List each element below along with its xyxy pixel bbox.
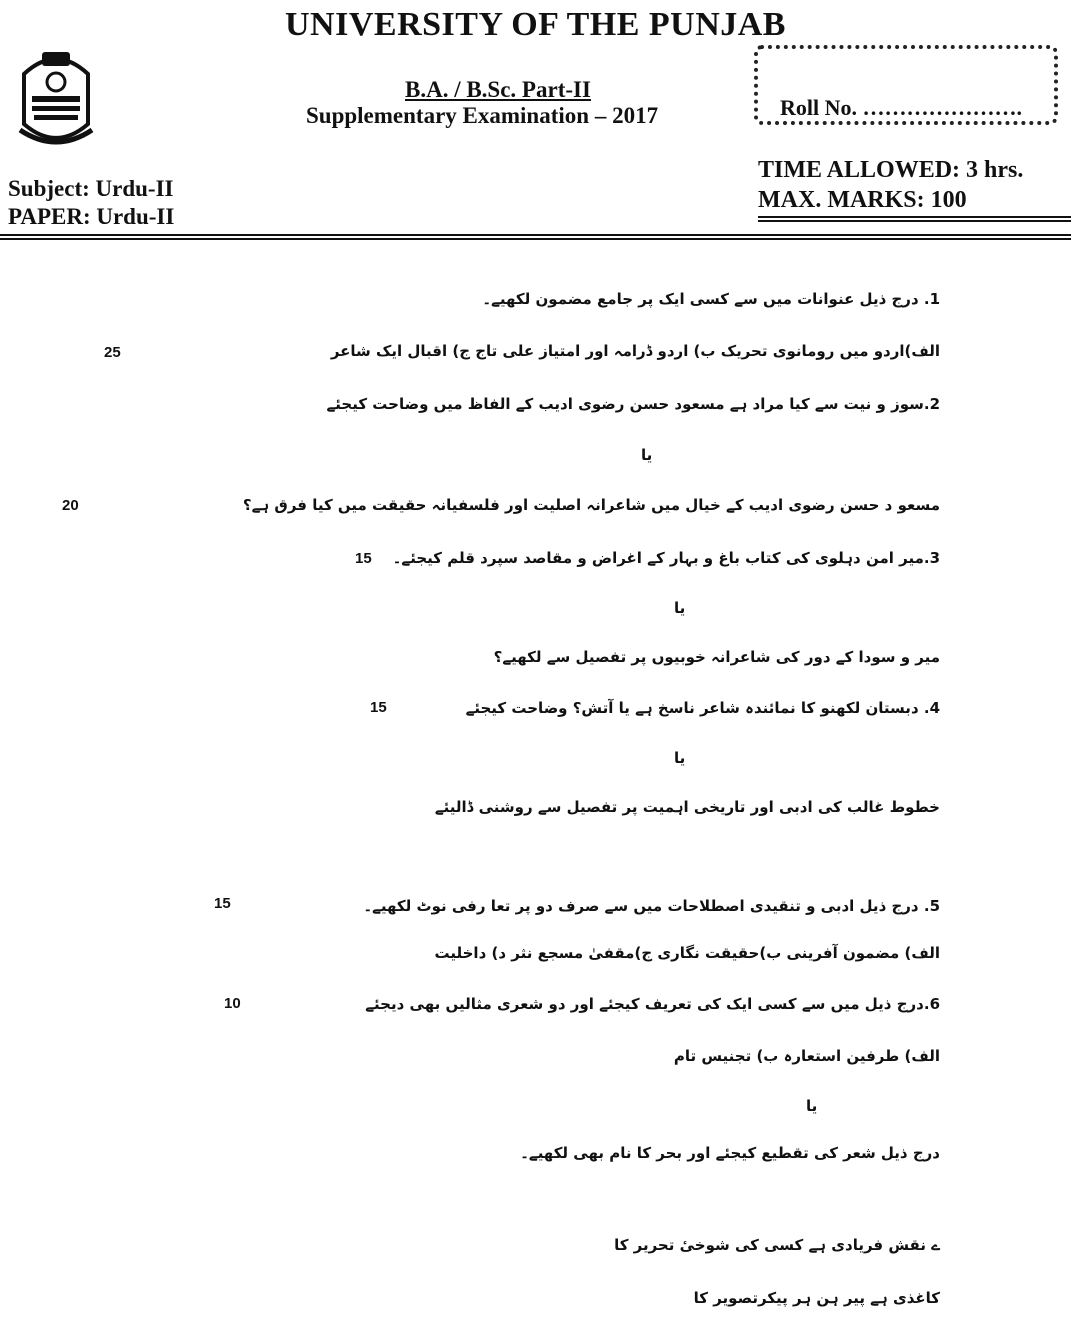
university-title: UNIVERSITY OF THE PUNJAB — [285, 6, 786, 43]
question-2-marks: 20 — [62, 497, 79, 514]
question-1-options: الف)اردو میں رومانوی تحریک ب) اردو ڈرامہ اور امتیاز علی تاج ج) اقبال ایک شاعر — [330, 342, 940, 360]
question-3: 3.میر امن دہلوی کی کتاب باغ و بہار کے اغراض و مقاصد سپرد قلم کیجئے۔ — [392, 549, 940, 567]
question-3-alternative: میر و سودا کے دور کی شاعرانہ خوبیوں پر تفصیل سے لکھیے؟ — [493, 648, 940, 666]
or-separator: یا — [674, 749, 686, 767]
question-4: 4. دبستان لکھنو کا نمائندہ شاعر ناسخ ہے یا آتش؟ وضاحت کیجئے — [465, 699, 940, 717]
header-divider — [0, 234, 1071, 236]
question-6: 6.درج ذیل میں سے کسی ایک کی تعریف کیجئے اور دو شعری مثالیں بھی دیجئے — [365, 995, 940, 1013]
question-2: 2.سوز و نیت سے کیا مراد ہے مسعود حسن رضوی ادیب کے الفاظ میں وضاحت کیجئے — [326, 395, 940, 413]
roll-number-box — [754, 45, 1058, 125]
question-5-options: الف) مضمون آفرینی ب)حقیقت نگاری ج)مقفیٰ مسجع نثر د) داخلیت — [434, 944, 940, 962]
question-2-alternative: مسعو د حسن رضوی ادیب کے خیال میں شاعرانہ اصلیت اور فلسفیانہ حقیقت میں کیا فرق ہے؟ — [242, 496, 940, 514]
or-separator: یا — [806, 1097, 818, 1115]
or-separator: یا — [641, 446, 653, 464]
question-5: 5. درج ذیل ادبی و تنقیدی اصطلاحات میں سے صرف دو پر تعا رفی نوٹ لکھیے۔ — [363, 897, 940, 915]
header-divider — [0, 238, 1071, 240]
header-divider — [758, 216, 1071, 218]
or-separator: یا — [674, 599, 686, 617]
roll-number-label: Roll No. …………………. — [780, 95, 1022, 120]
paper-label: PAPER: Urdu-II — [8, 204, 175, 229]
question-3-marks: 15 — [355, 550, 372, 567]
question-6-alternative: درج ذیل شعر کی تقطیع کیجئے اور بحر کا نام بھی لکھیے۔ — [520, 1144, 940, 1162]
exam-session: Supplementary Examination – 2017 — [306, 103, 659, 128]
question-4-alternative: خطوط غالب کی ادبی اور تاریخی اہمیت پر تفصیل سے روشنی ڈالیئے — [434, 798, 940, 816]
verse-line-1: ے نقش فریادی ہے کسی کی شوخیٔ تحریر کا — [614, 1236, 940, 1254]
question-1-marks: 25 — [104, 344, 121, 361]
time-allowed: TIME ALLOWED: 3 hrs. — [758, 157, 1024, 183]
question-1: 1. درج ذیل عنوانات میں سے کسی ایک پر جامع مضمون لکھیے۔ — [482, 290, 940, 308]
question-6-marks: 10 — [224, 995, 241, 1012]
subject-label: Subject: Urdu-II — [8, 176, 174, 201]
header-divider — [758, 220, 1071, 222]
question-4-marks: 15 — [370, 699, 387, 716]
university-crest-icon — [14, 44, 98, 154]
exam-level: B.A. / B.Sc. Part-II — [405, 77, 591, 102]
question-6-options: الف) طرفین استعارہ ب) تجنیس تام — [673, 1047, 940, 1065]
question-5-marks: 15 — [214, 895, 231, 912]
max-marks: MAX. MARKS: 100 — [758, 187, 967, 213]
verse-line-2: کاغذی ہے پیر ہن ہر پیکرتصویر کا — [693, 1289, 940, 1307]
